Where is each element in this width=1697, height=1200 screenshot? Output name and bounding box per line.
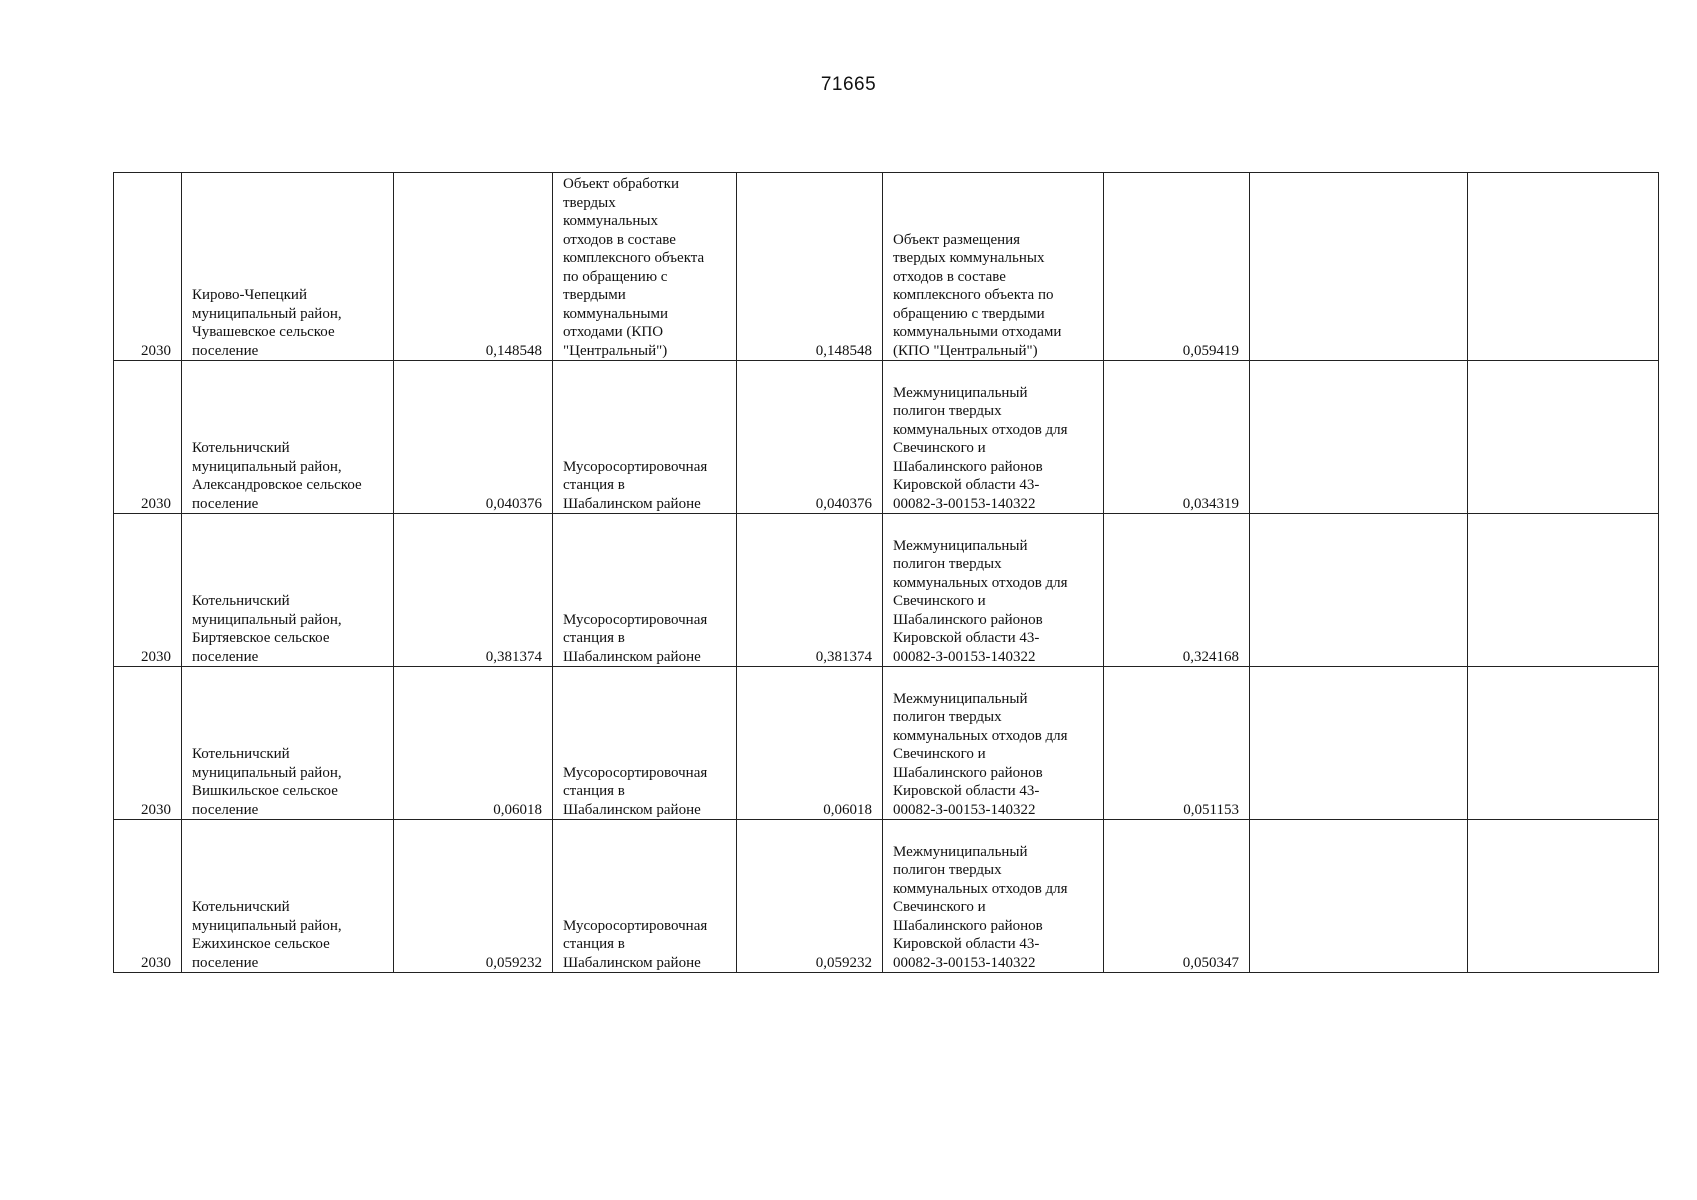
municipality-cell: Котельничский муниципальный район, Ежихинское сельское поселение	[182, 820, 394, 973]
empty-cell	[1250, 514, 1468, 667]
mass-processed-cell: 0,381374	[737, 514, 883, 667]
mass-generated-cell: 0,040376	[394, 361, 553, 514]
empty-cell	[1250, 820, 1468, 973]
year-cell: 2030	[114, 820, 182, 973]
processing-object-cell: Мусоросортировочная станция в Шабалинском районе	[553, 820, 737, 973]
year-cell: 2030	[114, 514, 182, 667]
page-number: 71665	[820, 74, 877, 95]
disposal-object-cell: Межмуниципальный полигон твердых коммунальных отходов для Свечинского и Шабалинского районов Кировской области 43- 00082-З-00153-140322	[883, 514, 1104, 667]
year-cell: 2030	[114, 667, 182, 820]
mass-disposed-cell: 0,050347	[1104, 820, 1250, 973]
processing-object-cell: Мусоросортировочная станция в Шабалинском районе	[553, 514, 737, 667]
empty-cell	[1468, 514, 1659, 667]
empty-cell	[1468, 173, 1659, 361]
table-row	[114, 173, 1659, 361]
mass-processed-cell: 0,059232	[737, 820, 883, 973]
table-row	[114, 361, 1659, 514]
empty-cell	[1250, 173, 1468, 361]
waste-flow-table	[113, 172, 1659, 973]
mass-generated-cell: 0,148548	[394, 173, 553, 361]
disposal-object-cell: Межмуниципальный полигон твердых коммунальных отходов для Свечинского и Шабалинского районов Кировской области 43- 00082-З-00153-140322	[883, 820, 1104, 973]
municipality-cell: Котельничский муниципальный район, Александровское сельское поселение	[182, 361, 394, 514]
empty-cell	[1468, 820, 1659, 973]
table-row	[114, 820, 1659, 973]
processing-object-cell: Объект обработки твердых коммунальных отходов в составе комплексного объекта по обращению с твердыми коммунальными отходами (КПО "Центральный")	[553, 173, 737, 361]
processing-object-cell: Мусоросортировочная станция в Шабалинском районе	[553, 667, 737, 820]
empty-cell	[1468, 667, 1659, 820]
empty-cell	[1250, 361, 1468, 514]
table-body	[114, 173, 1659, 973]
year-cell: 2030	[114, 361, 182, 514]
table-row	[114, 667, 1659, 820]
disposal-object-cell: Объект размещения твердых коммунальных отходов в составе комплексного объекта по обращению с твердыми коммунальными отходами (КПО "Центральный")	[883, 173, 1104, 361]
empty-cell	[1250, 667, 1468, 820]
empty-cell	[1468, 361, 1659, 514]
mass-disposed-cell: 0,034319	[1104, 361, 1250, 514]
mass-processed-cell: 0,148548	[737, 173, 883, 361]
processing-object-cell: Мусоросортировочная станция в Шабалинском районе	[553, 361, 737, 514]
mass-disposed-cell: 0,324168	[1104, 514, 1250, 667]
table-row	[114, 514, 1659, 667]
mass-processed-cell: 0,06018	[737, 667, 883, 820]
mass-generated-cell: 0,381374	[394, 514, 553, 667]
disposal-object-cell: Межмуниципальный полигон твердых коммунальных отходов для Свечинского и Шабалинского районов Кировской области 43- 00082-З-00153-140322	[883, 361, 1104, 514]
mass-generated-cell: 0,06018	[394, 667, 553, 820]
mass-processed-cell: 0,040376	[737, 361, 883, 514]
year-cell: 2030	[114, 173, 182, 361]
municipality-cell: Кирово-Чепецкий муниципальный район, Чувашевское сельское поселение	[182, 173, 394, 361]
disposal-object-cell: Межмуниципальный полигон твердых коммунальных отходов для Свечинского и Шабалинского районов Кировской области 43- 00082-З-00153-140322	[883, 667, 1104, 820]
mass-disposed-cell: 0,059419	[1104, 173, 1250, 361]
municipality-cell: Котельничский муниципальный район, Биртяевское сельское поселение	[182, 514, 394, 667]
mass-disposed-cell: 0,051153	[1104, 667, 1250, 820]
mass-generated-cell: 0,059232	[394, 820, 553, 973]
municipality-cell: Котельничский муниципальный район, Вишкильское сельское поселение	[182, 667, 394, 820]
